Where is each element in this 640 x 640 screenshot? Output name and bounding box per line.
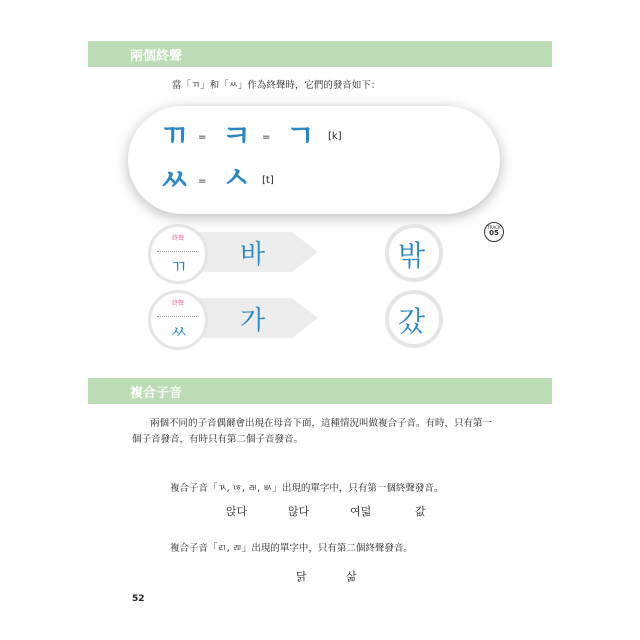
equals-sign: = [198,132,207,143]
section-title: 兩個終聲 [130,49,183,64]
result-syllable: 갔 [398,305,426,338]
dotted-divider [157,316,197,317]
example-word: 삶 [346,570,357,583]
base-syllable: 바 [240,240,266,270]
track-label: TRACK [487,225,501,230]
example-word: 않다 [288,505,310,518]
example-word: 여덟 [350,505,372,518]
track-number: 05 [489,229,499,237]
rule-second-final: 複合子音「ㄺ, ㄻ」出現的單字中，只有第二個終聲發音。 [170,543,413,554]
section-header-compound-consonants [88,378,552,404]
paragraph-line: 兩個不同的子音偶爾會出現在母音下面，這種情況叫做複合子音。有時，只有第一 [150,418,493,429]
final-jamo: ㄲ [170,257,188,278]
example-word: 닭 [296,570,307,583]
audio-track-icon[interactable] [484,222,504,242]
jamo-ssanggiyeok: ㄲ [160,119,189,154]
example-word: 값 [415,505,426,518]
final-badge: 終聲 [172,300,185,307]
jamo-giyeok: ㄱ [286,119,315,154]
jamo-siot: ㅅ [222,161,251,196]
ipa-k: [k] [328,131,342,142]
example-word: 앉다 [226,505,248,518]
page-number: 52 [132,594,145,604]
section-title: 複合子音 [130,386,183,401]
jamo-ssangsiot: ㅆ [160,163,189,198]
base-syllable: 가 [240,306,266,336]
section-header-final-consonants [88,41,552,67]
rule-first-final: 複合子音「ㄳ, ㄶ, ㄼ, ㅄ」出現的單字中，只有第一個終聲發音。 [170,483,444,494]
ipa-t: [t] [262,175,274,186]
equals-sign: = [198,176,207,187]
result-syllable: 밖 [398,239,426,272]
final-jamo: ㅆ [170,322,188,343]
intro-text: 當「ㄲ」和「ㅆ」作為終聲時，它們的發音如下： [172,80,381,91]
dotted-divider [157,251,197,252]
jamo-kieuk: ㅋ [222,119,251,154]
final-badge: 終聲 [172,235,185,242]
equals-sign: = [262,132,271,143]
paragraph-line: 個子音發音，有時只有第二個子音發音。 [132,434,304,445]
